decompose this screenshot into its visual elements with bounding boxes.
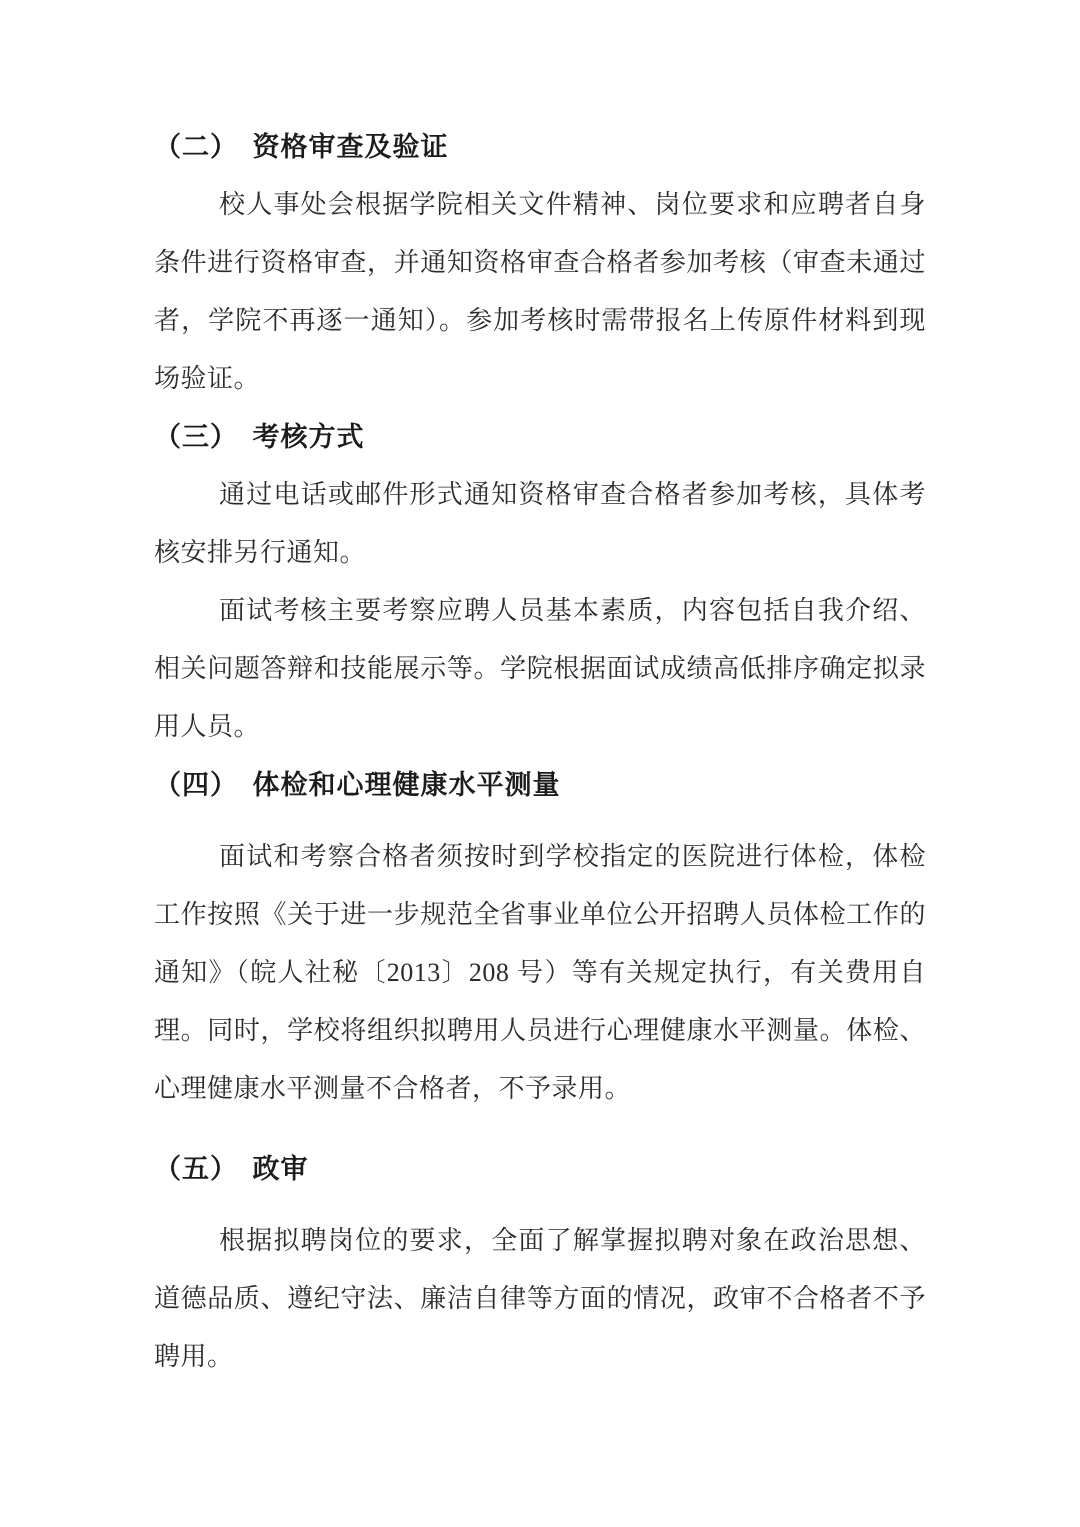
document-section <box>154 408 926 756</box>
section-heading: （四） 体检和心理健康水平测量 <box>154 770 561 800</box>
paragraph: 通过电话或邮件形式通知资格审查合格者参加考核，具体考核安排另行通知。 <box>154 480 926 567</box>
document-section <box>154 1140 926 1386</box>
paragraph: 校人事处会根据学院相关文件精神、岗位要求和应聘者自身条件进行资格审查，并通知资格审查合格者参加考核（审查未通过者，学院不再逐一通知）。参加考核时需带报名上传原件材料到现场验证。 <box>154 190 926 393</box>
section-heading: （三） 考核方式 <box>154 422 365 452</box>
paragraph: 面试和考察合格者须按时到学校指定的医院进行体检，体检工作按照《关于进一步规范全省事业单位公开招聘人员体检工作的通知》（皖人社秘〔2013〕208 号）等有关规定执行，有关费用自理。同时，学校将组织拟聘用人员进行心理健康水平测量。体检、心理健康水平测量不合格者，不予录用。 <box>154 842 926 1103</box>
paragraph: 面试考核主要考察应聘人员基本素质，内容包括自我介绍、相关问题答辩和技能展示等。学院根据面试成绩高低排序确定拟录用人员。 <box>154 596 926 741</box>
document-body <box>154 118 926 1386</box>
document-section <box>154 756 926 1118</box>
document-section <box>154 118 926 408</box>
section-heading: （五） 政审 <box>154 1154 309 1184</box>
paragraph: 根据拟聘岗位的要求，全面了解掌握拟聘对象在政治思想、道德品质、遵纪守法、廉洁自律等方面的情况，政审不合格者不予聘用。 <box>154 1226 926 1371</box>
section-heading: （二） 资格审查及验证 <box>154 132 449 162</box>
